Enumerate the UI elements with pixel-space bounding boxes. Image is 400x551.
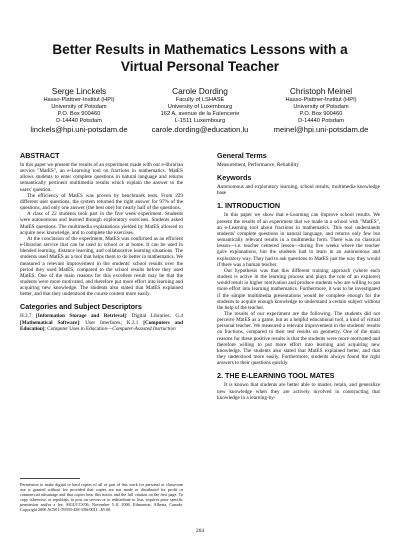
category-name: [Mathematical Software]	[20, 319, 79, 326]
section2-heading: 2. THE E-LEARNING TOOL MATES	[217, 371, 335, 381]
category-name: [Information Storage and Retrieval]	[36, 313, 126, 320]
author-affiliation-line: University of Potsdam	[51, 104, 107, 111]
author-name: Christoph Meinel	[289, 86, 353, 96]
right-column	[217, 151, 380, 401]
author-name: Serge Linckels	[51, 86, 107, 96]
abstract-heading: ABSTRACT	[20, 151, 60, 160]
author-affiliation-line: University of Luxembourg	[167, 104, 233, 111]
keywords-text: Autonomous and exploratory learning, school results, multimedia knowledge base	[217, 184, 380, 197]
paper-title: Better Results in Mathematics Lessons with a Virtual Personal Teacher	[52, 42, 348, 74]
category-code: H.3.7	[20, 313, 37, 320]
abstract-paragraph: At the conclusion of the experiment, MatES was confirmed as an efficient e-librarian service that can be used in school or at home. It can be used in blended learning, distance learning, and collaborative learning situations. The students used MatES as a tool that helps them to do better in mathematics. We measured a relevant improvement in the students' school results over the period they used MatES, compared to the school results before they used MatES. One of the main reasons for this excellent result may be that the students were more motivated, and therefore put more effort into learning and acquiring new knowledge. The students also stated that MatES explained better, and that they understood the course content more easily.	[20, 235, 183, 298]
author-name: Carole Dording	[172, 86, 228, 96]
author-affiliation-line: Faculty of LSHASE	[175, 97, 225, 103]
left-column	[20, 151, 183, 332]
author-block	[20, 86, 380, 135]
abstract-paragraph: In this paper we present the results of an experiment made with our e-librarian service "MatES", an e-Learning tool on fractions in mathematics. MatES allows students to enter complete questions in natural language and returns semantically pertinent multimedia results which explain the answer to the users' question.	[20, 162, 183, 193]
author-affiliation-line: Hasso-Plattner-Institut (HPI)	[43, 97, 115, 103]
general-terms-text: Measurement, Performance, Reliability	[217, 162, 299, 168]
categories-text	[20, 313, 183, 331]
author-email: linckels@hpi.uni-potsdam.de	[30, 125, 128, 135]
author-affiliation-line: P.O. Box 900460	[299, 111, 343, 118]
copyright-notice	[20, 478, 183, 512]
introduction-heading: 1. INTRODUCTION	[217, 201, 281, 211]
author-affiliation-line: D-14440 Potsdam	[298, 118, 344, 125]
abstract-paragraph: A class of 22 students took part in the five week experiment. Students were autonomous and learned through exploratory exercises. Students asked MatES questions. The multimedia explanations yielded by MatES allowed to acquire new knowledge, and to complete the exercises.	[20, 211, 183, 236]
introduction-paragraph: Our hypothesis was that this different training approach (where each student is active in the learning process and plays the role of an explorer) would result in higher motivation and produce students who are willing to put more effort into learning mathematics. Furthermore, it was to be investigated if the simple multimedia presentations would be complete enough for the students to acquire enough knowledge to understand a certain subject without the help of the teacher.	[217, 267, 380, 311]
author-affiliation-line: L-1511 Luxembourg	[174, 118, 226, 125]
categories-heading: Categories and Subject Descriptors	[20, 302, 142, 312]
author-email: meinel@hpi.uni-potsdam.de	[273, 125, 369, 135]
author-1	[20, 86, 138, 135]
author-affiliation-line: 162 A, avenue de la Faïencerie	[160, 111, 240, 118]
author-email: carole.dording@education.lu	[151, 125, 249, 135]
category-name: [Computers and Education]	[20, 319, 183, 332]
author-3	[262, 86, 380, 135]
category-text: : User Interfaces; K.3.1	[78, 319, 144, 326]
category-text: : Digital Libraries; G.4	[125, 313, 184, 320]
footnote-rule	[20, 478, 80, 479]
introduction-paragraph: In this paper we show that e-Learning can improve school results. We present the results of an experiment that we made in a school with "MatES", an e-Learning tool about fractions in mathematics. This tool understands students' complete questions in natural language, and returns only few but semantically relevant results in a multimedia form. There was no classical lesson—i.e. teacher centered lesson—during five weeks where the teacher gave explanations, but the students had to learn in an autonomous and exploratory way. They had to ask questions to MatES just the way they would if there was a human teacher.	[217, 212, 380, 268]
section2-paragraph: It is known that students are better able to master, retain, and generalize new knowledge when they are actively involved in constructing that knowledge in a learning-by-	[217, 382, 380, 401]
general-terms-heading: General Terms	[217, 151, 267, 160]
introduction-paragraph: The results of our experiment are the following. The students did not perceive MatES as a game, but as a helpful educational tool, a kind of virtual personal teacher. We measured a relevant improvement in the students' results on fractions, compared to their test results on geometry. One of the main reasons for these positive results is that the students were more motivated and therefore willing to put more effort into learning and acquiring new knowledge. The students also stated that MatES explained better, and that they understood more easily. Furthermore, students always found the right answers to their questions quickly.	[217, 310, 380, 367]
category-subtopic: Computer-Assisted Instruction	[112, 325, 176, 332]
author-affiliation-line: Hasso-Plattner-Institut (HPI)	[285, 97, 357, 103]
category-text: : Computer Uses in Education—	[44, 325, 113, 332]
author-affiliation-line: P.O. Box 900460	[57, 111, 101, 118]
author-affiliation-line: D-14440 Potsdam	[56, 118, 102, 125]
keywords-heading: Keywords	[217, 173, 252, 183]
author-2	[141, 86, 259, 135]
abstract-paragraph: The efficiency of MatES was proven by benchmark tests. From 229 different user questions, the system returned the right answer for 97% of the questions, and only one answer (the best one) for nearly half of the questions.	[20, 192, 183, 212]
author-affiliation-line: University of Potsdam	[293, 104, 349, 111]
page-number: 264	[195, 528, 205, 534]
copyright-text: Permission to make digital or hard copies of all or part of this work for personal or classroom use is granted without fee provided that copies are not made or distributed for profit or commercial advantage and that copies bear this notice and the full citation on the first page. To copy otherwise, or republish, to post on servers or to redistribute to lists, requires prior specific permission and/or a fee. SIGUCCS'06, November 5–8, 2006, Edmonton, Alberta, Canada. Copyright 2006 ACM 1-59593-438-3/06/0011...$5.00.	[20, 482, 183, 512]
